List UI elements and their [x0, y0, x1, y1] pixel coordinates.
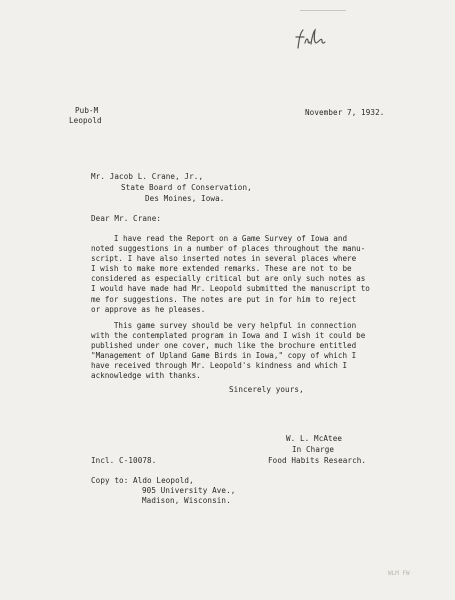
ref-line-1: Pub-M — [75, 106, 99, 115]
body-line: acknowledge with thanks. — [91, 371, 201, 381]
body-line: I would have made had Mr. Leopold submitted the manuscript to — [91, 284, 370, 294]
body-line: or approve as he pleases. — [91, 304, 206, 314]
body-line: "Management of Upland Game Birds in Iowa," copy of which I — [91, 351, 357, 361]
body-line: with the contemplated program in Iowa and I wish it could be — [91, 331, 366, 341]
body-paragraph-1 — [91, 234, 370, 315]
body-line: I have read the Report on a Game Survey of Iowa and — [91, 234, 348, 243]
top-rule — [300, 10, 346, 11]
body-line: I wish to make more extended remarks. These are not to be — [91, 264, 352, 274]
body-line: published under one cover, much like the brochure entitled — [91, 341, 357, 351]
signature-name: W. L. McAtee — [286, 434, 343, 443]
body-paragraph-2 — [91, 321, 365, 382]
body-line: considered as especially critical but are only such notes as — [91, 274, 366, 284]
body-line: me for suggestions. The notes are put in for him to reject — [91, 294, 357, 304]
faint-stamp — [388, 568, 414, 576]
copy-to-line-2: 905 University Ave., — [142, 486, 236, 495]
stamp-text: WLM FW — [388, 570, 410, 576]
recipient-line-3: Des Moines, Iowa. — [145, 194, 225, 203]
recipient-line-1: Mr. Jacob L. Crane, Jr., — [91, 172, 204, 181]
recipient-line-2: State Board of Conservation, — [121, 183, 252, 192]
signature-title-1: In Charge — [292, 445, 335, 454]
copy-to-line-3: Madison, Wisconsin. — [142, 496, 231, 505]
signature-title-2: Food Habits Research. — [268, 456, 367, 465]
body-line: have received through Mr. Leopold's kindness and which I — [91, 361, 348, 371]
body-line: This game survey should be very helpful in connection — [91, 321, 357, 330]
letter-date: November 7, 1932. — [305, 108, 385, 117]
salutation: Dear Mr. Crane: — [91, 214, 162, 223]
handwritten-file-note — [292, 28, 328, 50]
copy-to-line-1: Copy to: Aldo Leopold, — [91, 476, 194, 485]
body-line: noted suggestions in a number of places throughout the manu- — [91, 244, 366, 254]
enclosure-line: Incl. C-10078. — [91, 456, 157, 465]
closing: Sincerely yours, — [229, 385, 304, 394]
ref-line-2: Leopold — [69, 116, 102, 125]
body-line: script. I have also inserted notes in several places where — [91, 254, 357, 264]
